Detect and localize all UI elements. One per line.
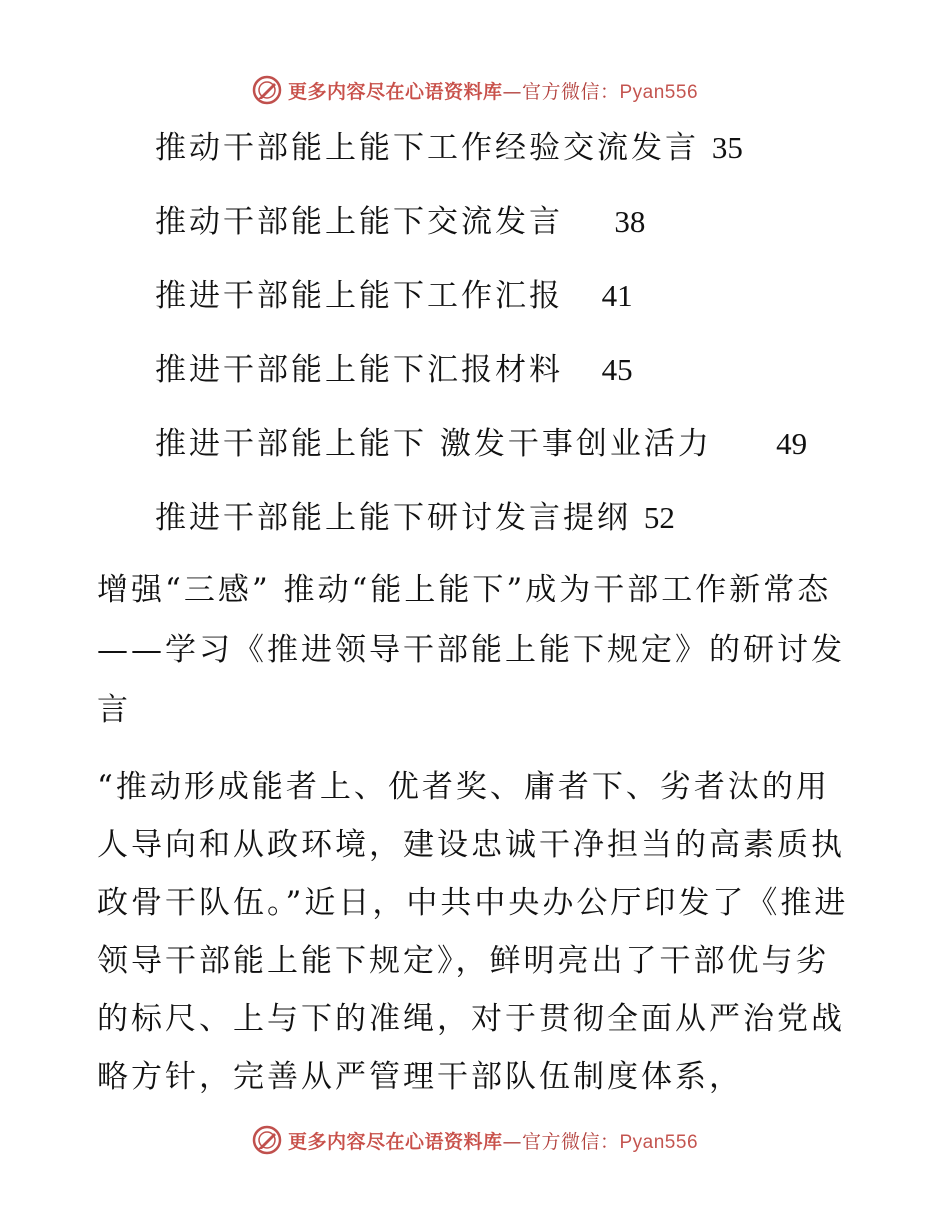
watermark-text: 更多内容尽在心语资料库—官方微信：Pyan556 — [287, 1130, 699, 1153]
watermark-footer — [0, 1120, 950, 1160]
toc-item[interactable]: 推进干部能上能下 激发干事创业活力 49 — [155, 426, 808, 462]
article-title: 增强“三感” 推动“能上能下”成为干部工作新常态——学习《推进领导干部能上能下规定》的研讨发言 — [97, 572, 845, 728]
toc-page-number: 52 — [643, 500, 675, 535]
toc-page-number: 35 — [711, 130, 743, 165]
article — [97, 560, 857, 1106]
toc-item[interactable]: 推进干部能上能下汇报材料 45 — [155, 352, 633, 388]
toc-page-number: 45 — [601, 352, 633, 387]
toc-item[interactable]: 推进干部能上能下工作汇报 41 — [155, 278, 633, 314]
watermark-text: 更多内容尽在心语资料库—官方微信：Pyan556 — [287, 80, 699, 103]
watermark-header — [0, 70, 950, 110]
article-paragraph: “推动形成能者上、优者奖、庸者下、劣者汰的用人导向和从政环境，建设忠诚干净担当的高素质执政骨干队伍。”近日，中共中央办公厅印发了《推进领导干部能上能下规定》，鲜明亮出了干部优与劣的标尺、上与下的准绳，对于贯彻全面从严治党战略方针，完善从严管理干部队伍制度体系， — [97, 769, 849, 1095]
table-of-contents — [155, 118, 915, 562]
toc-item[interactable]: 推进干部能上能下研讨发言提纲 52 — [155, 500, 675, 536]
toc-page-number: 49 — [776, 426, 808, 461]
toc-page-number: 38 — [614, 204, 646, 239]
toc-page-number: 41 — [601, 278, 633, 313]
quill-logo-icon — [252, 75, 282, 105]
toc-item[interactable]: 推动干部能上能下交流发言 38 — [155, 204, 646, 240]
toc-item[interactable]: 推动干部能上能下工作经验交流发言 35 — [155, 130, 743, 166]
quill-logo-icon — [252, 1125, 282, 1155]
